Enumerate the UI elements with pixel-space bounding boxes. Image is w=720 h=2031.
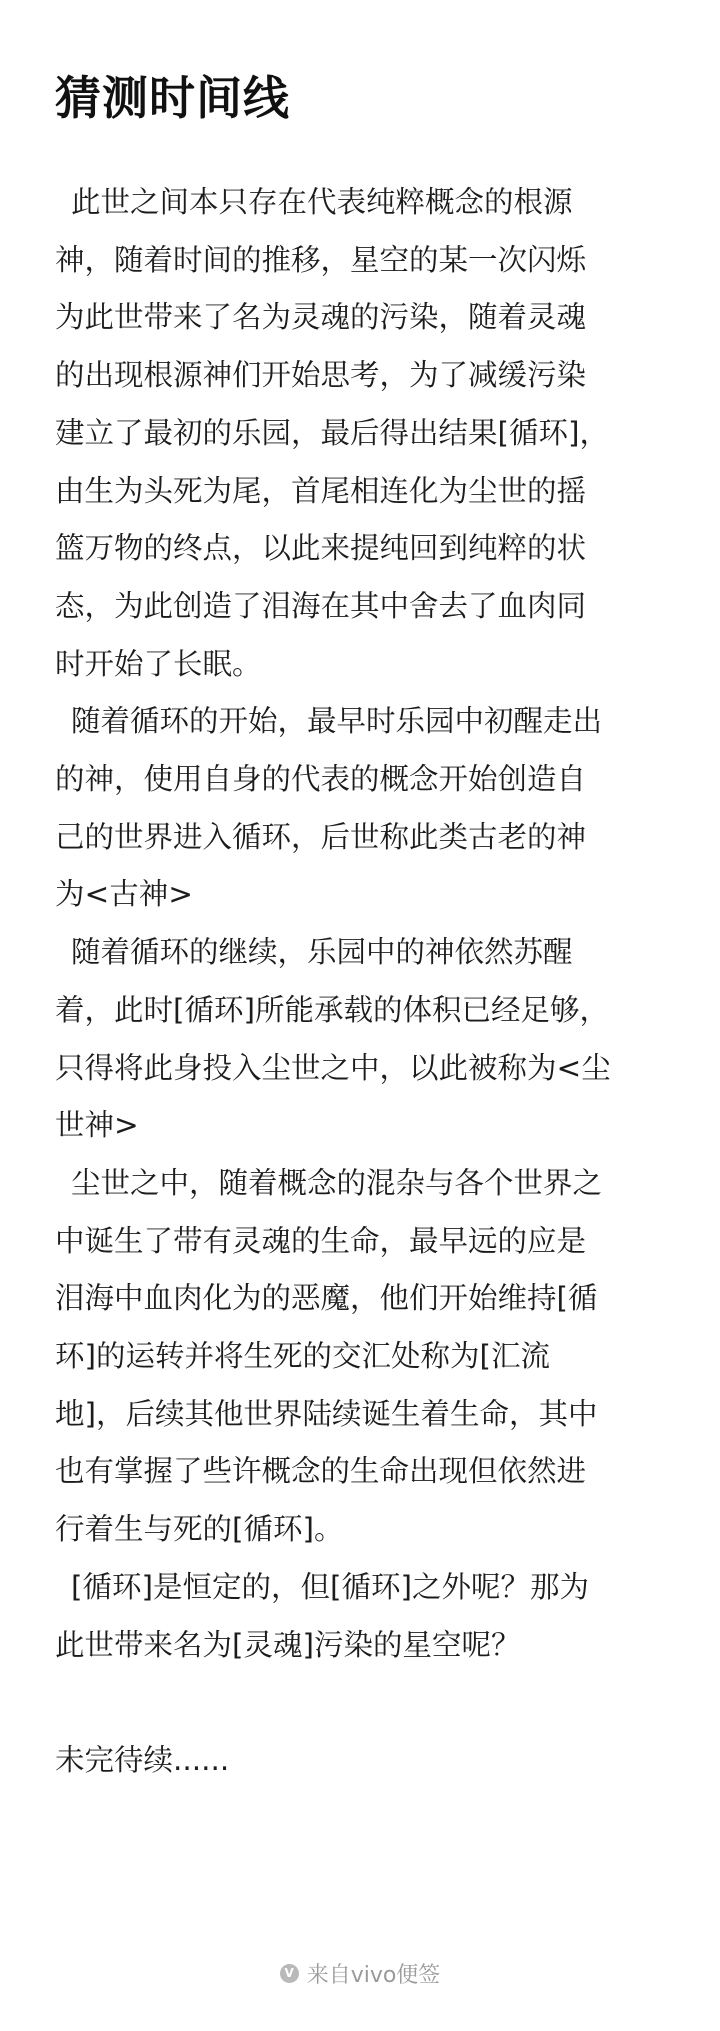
note-paragraph-5: [循环]是恒定的，但[循环]之外呢？那为 此世带来名为[灵魂]污染的星空呢？	[55, 1569, 590, 1662]
vivo-logo-icon: V	[280, 1964, 299, 1983]
blank-line	[55, 1674, 667, 1732]
note-paragraph-1: 此世之间本只存在代表纯粹概念的根源 神，随着时间的推移，星空的某一次闪烁 为此世带来了名为灵魂的污染，随着灵魂 的出现根源神们开始思考，为了减缓污染 建立了最初的乐园，最后得出结果[循环]， 由生为头死为尾，首尾相连化为尘世的摇 篮万物的终点，以此来提纯回到纯粹的状 态，为此创造了泪海在其中舍去了血肉同 时开始了长眠。	[55, 185, 610, 681]
note-ending: 未完待续......	[55, 1742, 230, 1777]
note-paragraph-4: 尘世之中，随着概念的混杂与各个世界之 中诞生了带有灵魂的生命，最早远的应是 泪海中血肉化为的恶魔，他们开始维持[循 环]的运转并将生死的交汇处称为[汇流 地]，后续其他世界陆续诞生着生命，其中 也有掌握了些许概念的生命出现但依然进 行着生与死的[循环]。	[55, 1165, 603, 1547]
note-body	[55, 174, 667, 1790]
note-paragraph-2: 随着循环的开始，最早时乐园中初醒走出 的神，使用自身的代表的概念开始创造自 己的世界进入循环，后世称此类古老的神 为<古神>	[55, 704, 603, 912]
source-label: 来自vivo便签	[306, 1962, 441, 1988]
note-footer	[0, 1953, 720, 1993]
note-title: 猜测时间线	[55, 71, 290, 125]
note-paragraph-3: 随着循环的继续，乐园中的神依然苏醒 着，此时[循环]所能承载的体积已经足够， 只得将此身投入尘世之中，以此被称为<尘 世神>	[55, 935, 611, 1143]
